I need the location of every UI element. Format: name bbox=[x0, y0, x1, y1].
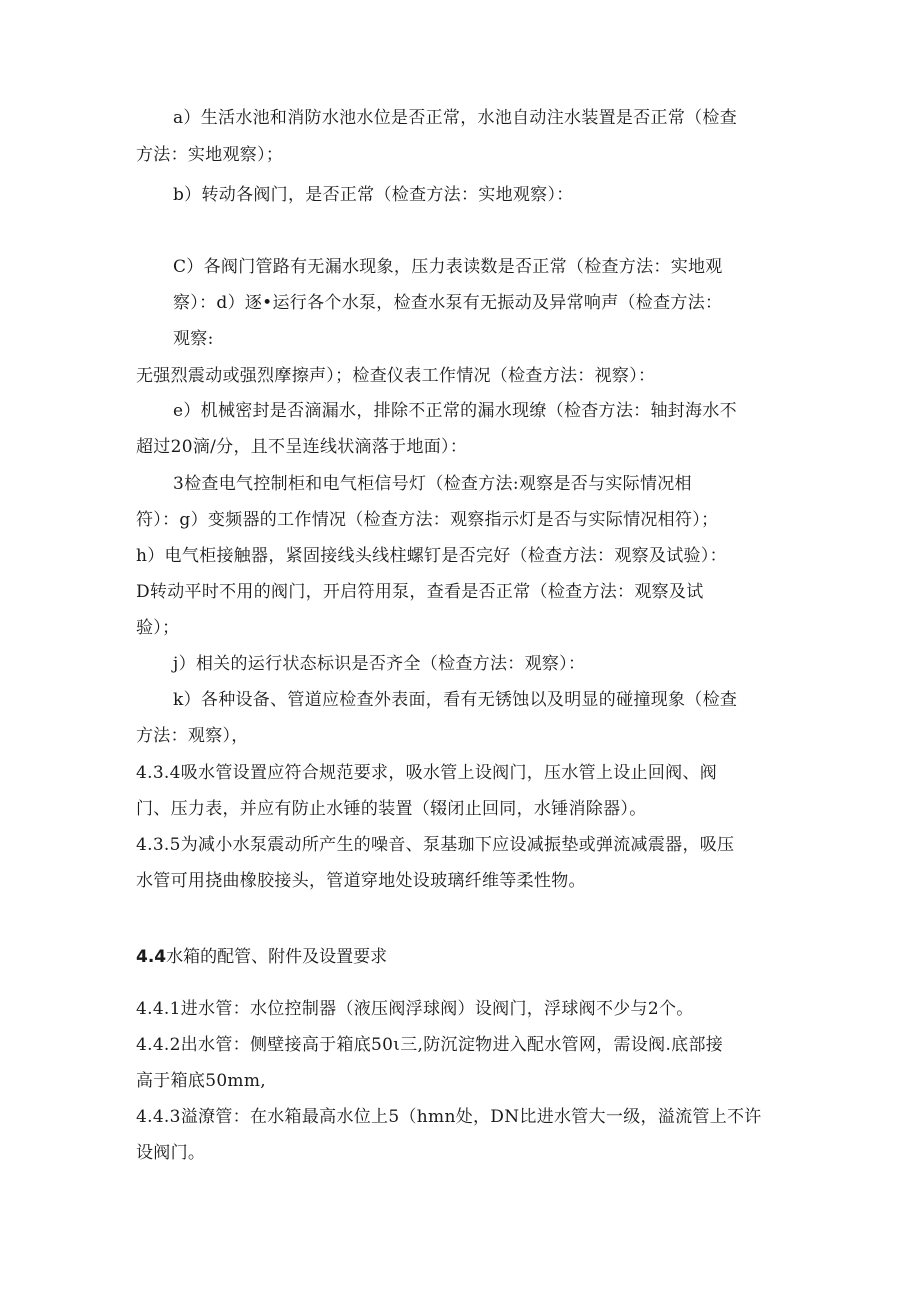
text-line: D转动平时不用的阀门，开启符用泵，查看是否正常（检查方法：观察及试 bbox=[136, 582, 704, 602]
text-line: 4.3.4吸水管设置应符合规范要求，吸水管上设阀门，压水管上设止回阀、阀 bbox=[136, 763, 718, 783]
text-line: j）相关的运行状态标识是否齐全（检查方法：观察）： bbox=[173, 654, 586, 674]
section-number: 4.4 bbox=[136, 947, 167, 967]
text-line: 4.3.5为减小水泵震动所产生的噪音、泵基珈下应设减振垫或弹流减震器，吸压 bbox=[136, 835, 735, 855]
text-line: 观察: bbox=[173, 329, 214, 349]
text-line: 4.4.1进水管：水位控制器（液压阀浮球阀）设阀门，浮球阀不少与2个。 bbox=[136, 999, 694, 1019]
text-line: 察）：d）逐•运行各个水泵，检查水泵有无振动及异常响声（检查方法： bbox=[173, 293, 723, 313]
text-line: 4.4.3溢潦管：在水箱最高水位上5（hmn处，DN比进水管大一级，溢流管上不许 bbox=[136, 1107, 762, 1127]
text-line: 验）； bbox=[136, 618, 180, 638]
text-line: k）各种设备、管道应检查外表面，看有无锈蚀以及明显的碰撞现象（检查 bbox=[173, 690, 738, 710]
section-heading bbox=[136, 945, 387, 969]
text-line: 无强烈震动或强烈摩擦声）；检查仪表工作情况（检查方法：视察）： bbox=[136, 366, 656, 386]
text-line: 高于箱底50mm, bbox=[136, 1071, 266, 1091]
text-line: b）转动各阀门，是否正常（检查方法：实地观察）： bbox=[173, 185, 574, 205]
text-line: a）生活水池和消防水池水位是否正常，水池自动注水装置是否正常（检查 bbox=[173, 108, 738, 128]
text-line: 设阀门。 bbox=[136, 1143, 206, 1163]
text-line: h）电气柜接触器，紧固接线头线柱螺钉是否完好（检查方法：观察及试验）： bbox=[136, 546, 727, 566]
text-line: C）各阀门管路有无漏水现象，压力表读数是否正常（检查方法：实地观 bbox=[173, 257, 723, 277]
text-line: 门、压力表，并应有防止水锤的装置（辍闭止回同，水锤消除器）。 bbox=[136, 799, 647, 819]
text-line: 符）：g）变频器的工作情况（检查方法：观察指示灯是否与实际情况相符）； bbox=[136, 510, 719, 530]
text-line: 3检查电气控制柜和电气柜信号灯（检查方法:观察是否与实际情况相 bbox=[173, 474, 692, 494]
section-title: 水箱的配管、附件及设置要求 bbox=[166, 947, 388, 967]
text-line: 超过20滴/分，且不呈连线状滴落于地面）： bbox=[136, 437, 468, 457]
text-line: 4.4.2出水管：侧壁接高于箱底50ι三,防沉淀物进入配水管网，需设阀.底部接 bbox=[136, 1035, 724, 1055]
text-line: 水管可用挠曲橡胶接头，管道穿地处设玻璃纤维等柔性物。 bbox=[136, 871, 586, 891]
text-line: 方法：实地观察）； bbox=[136, 145, 284, 165]
text-line: 方法：观察）， bbox=[136, 726, 249, 746]
text-line: e）机械密封是否滴漏水，排除不正常的漏水现缭（检杳方法：轴封海水不 bbox=[173, 401, 737, 421]
